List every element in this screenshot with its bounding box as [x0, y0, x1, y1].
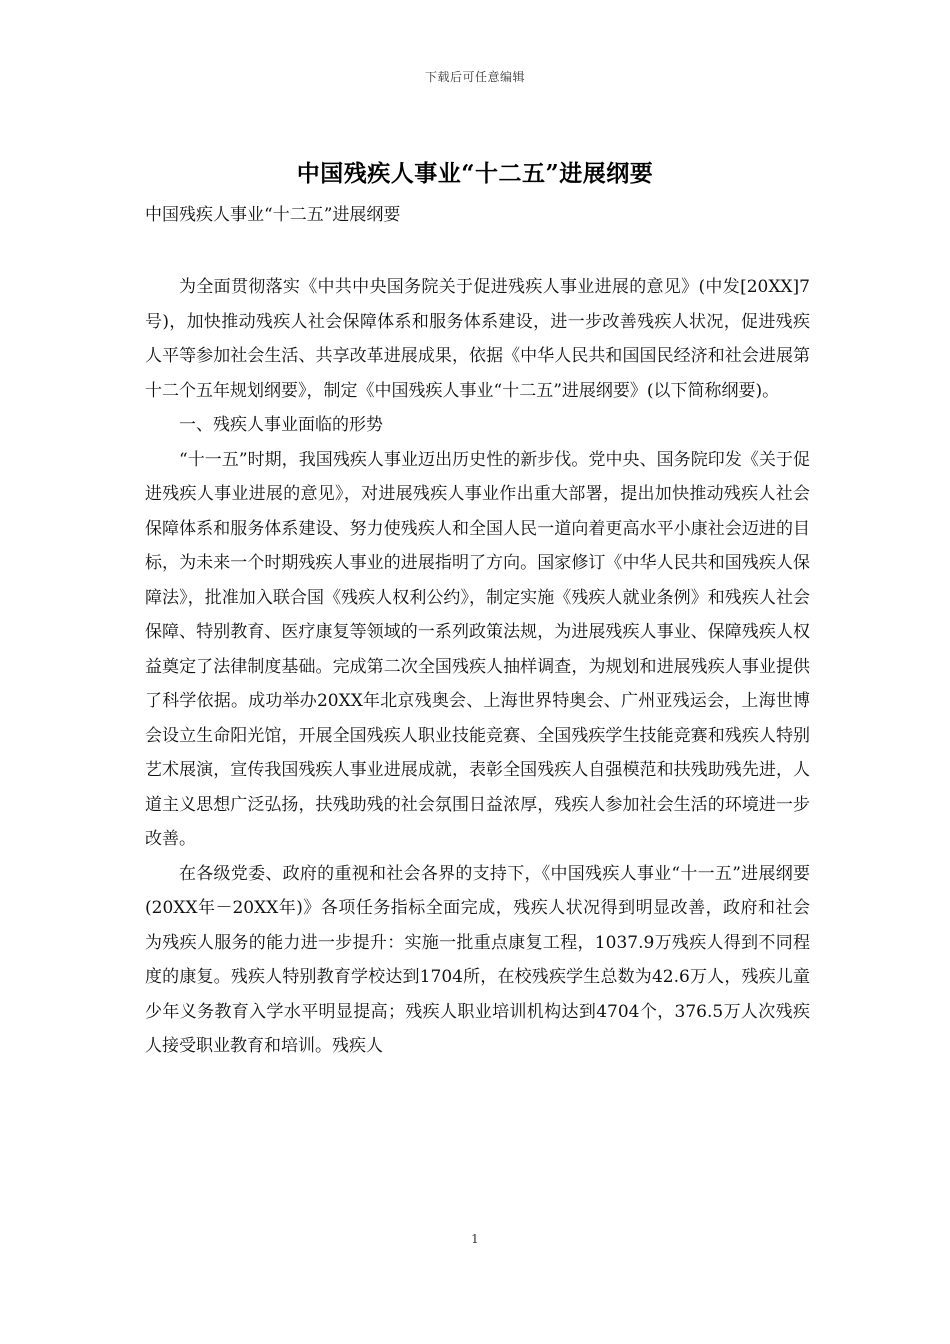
paragraph-situation: “十一五”时期，我国残疾人事业迈出历史性的新步伐。党中央、国务院印发《关于促进残疾人事业进展的意见》，对进展残疾人事业作出重大部署，提出加快推动残疾人社会保障体系和服务体系建设、努力使残疾人和全国人民一道向着更高水平小康社会迈进的目标，为未来一个时期残疾人事业的进展指明了方向。国家修订《中华人民共和国残疾人保障法》，批准加入联合国《残疾人权利公约》，制定实施《残疾人就业条例》和残疾人社会保障、特别教育、医疗康复等领域的一系列政策法规，为进展残疾人事业、保障残疾人权益奠定了法律制度基础。完成第二次全国残疾人抽样调查，为规划和进展残疾人事业提供了科学依据。成功举办20XX年北京残奥会、上海世界特奥会、广州亚残运会，上海世博会设立生命阳光馆，开展全国残疾人职业技能竞赛、全国残疾学生技能竞赛和残疾人特别艺术展演，宣传我国残疾人事业进展成就，表彰全国残疾人自强模范和扶残助残先进，人道主义思想广泛弘扬，扶残助残的社会氛围日益浓厚，残疾人参加社会生活的环境进一步改善。	[145, 449, 810, 849]
document-body	[145, 270, 810, 1064]
section-heading: 一、残疾人事业面临的形势	[179, 415, 383, 435]
document-title: 中国残疾人事业“十二五”进展纲要	[296, 160, 654, 187]
header-note: 下载后可任意编辑	[424, 70, 525, 84]
document-subtitle: 中国残疾人事业“十二五”进展纲要	[145, 205, 401, 225]
intro-paragraph: 为全面贯彻落实《中共中央国务院关于促进残疾人事业进展的意见》(中发[20XX]7号)，加快推动残疾人社会保障体系和服务体系建设，进一步改善残疾人状况，促进残疾人平等参加社会生活、共享改革进展成果，依据《中华人民共和国国民经济和社会进展第十二个五年规划纲要》，制定《中国残疾人事业“十二五”进展纲要》(以下简称纲要)。	[145, 277, 810, 401]
paragraph-achievements: 在各级党委、政府的重视和社会各界的支持下，《中国残疾人事业“十一五”进展纲要(20XX年－20XX年)》各项任务指标全面完成，残疾人状况得到明显改善，政府和社会为残疾人服务的能力进一步提升：实施一批重点康复工程，1037.9万残疾人得到不同程度的康复。残疾人特别教育学校达到1704所，在校残疾学生总数为42.6万人，残疾儿童少年义务教育入学水平明显提高；残疾人职业培训机构达到4704个，376.5万人次残疾人接受职业教育和培训。残疾人	[145, 863, 810, 1056]
page-number: 1	[471, 1232, 479, 1246]
